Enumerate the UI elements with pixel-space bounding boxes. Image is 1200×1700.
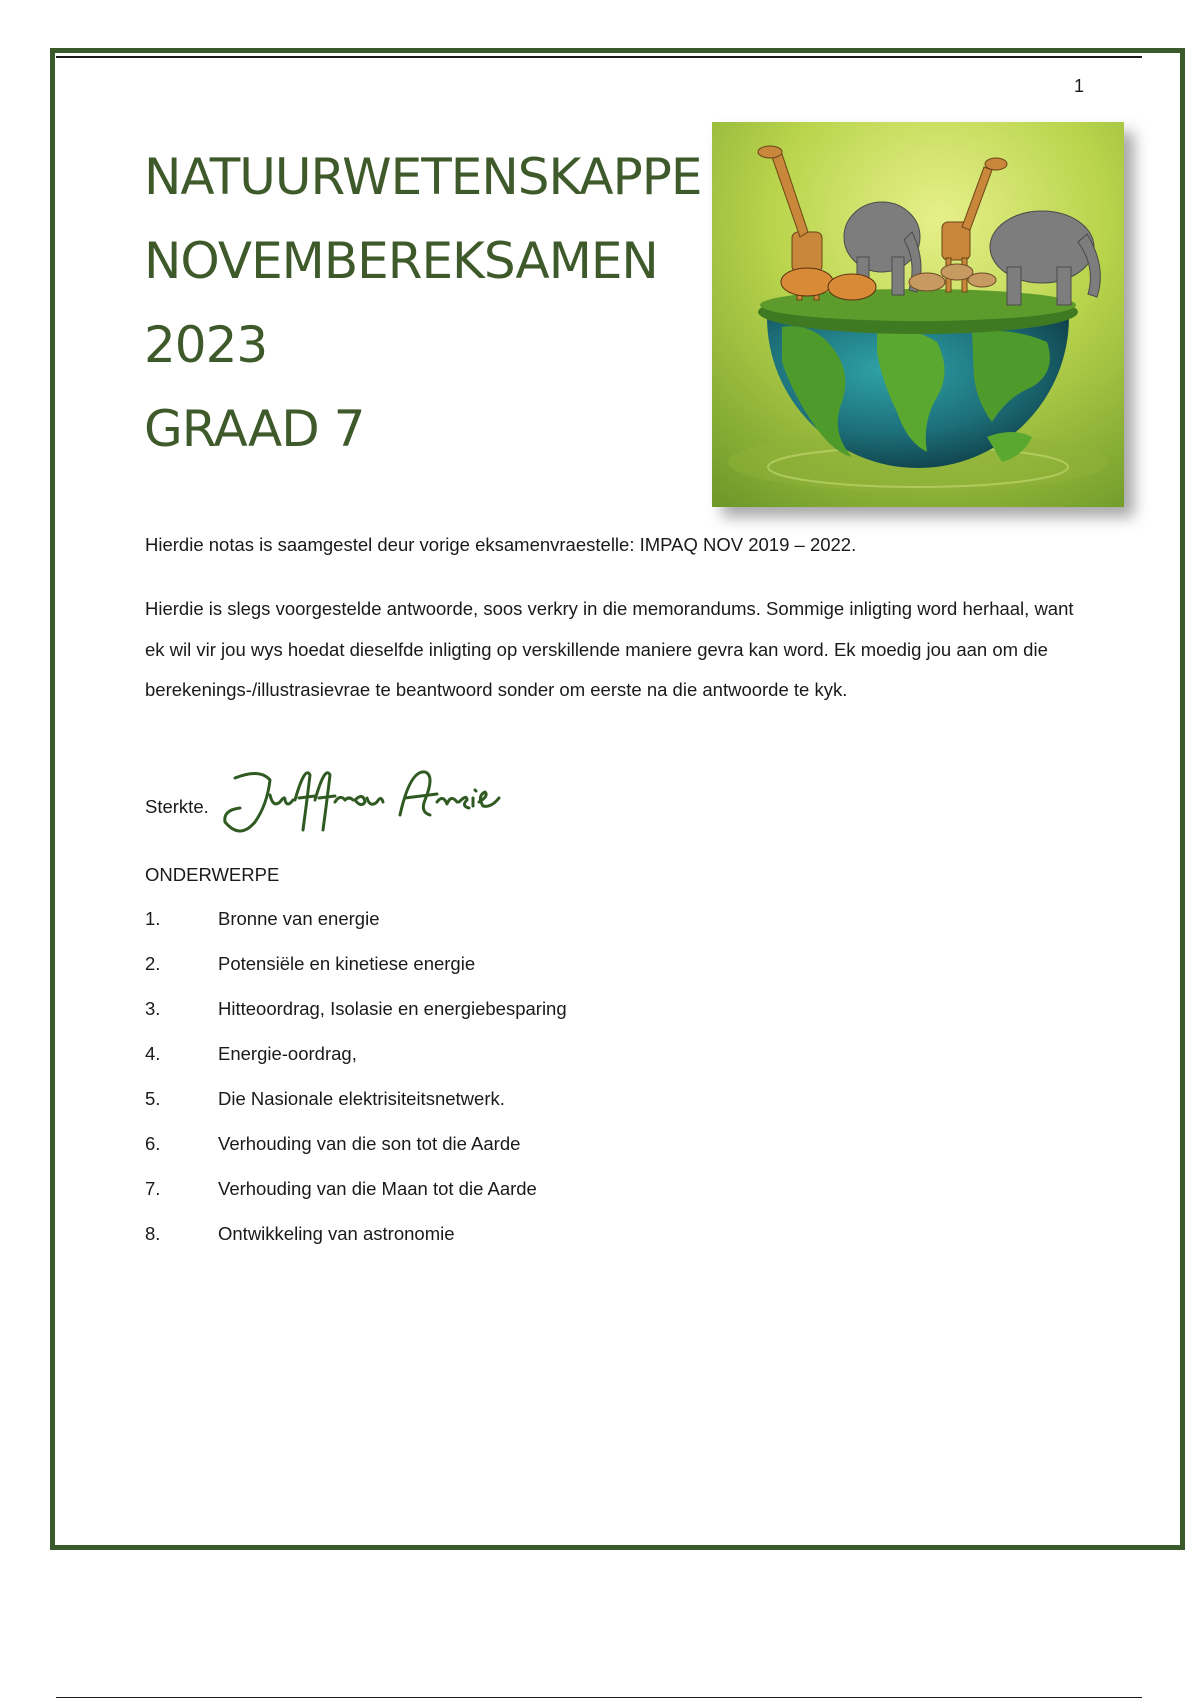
topic-label: Verhouding van die Maan tot die Aarde xyxy=(218,1178,537,1199)
topic-number: 2. xyxy=(145,953,161,974)
title-subject: NATUURWETENSKAPPE xyxy=(144,148,702,206)
list-item xyxy=(145,998,845,1043)
earth-animals-illustration xyxy=(712,122,1124,507)
page-number: 1 xyxy=(1074,76,1085,96)
topics-heading: ONDERWERPE xyxy=(145,864,280,885)
intro-line: Hierdie notas is saamgestel deur vorige eksamenvraestelle: IMPAQ NOV 2019 – 2022. xyxy=(145,534,857,555)
list-item xyxy=(145,1043,845,1088)
closing-label: Sterkte. xyxy=(145,796,209,817)
topic-label: Potensiële en kinetiese energie xyxy=(218,953,476,974)
topic-number: 8. xyxy=(145,1223,161,1244)
topic-label: Hitteoordrag, Isolasie en energiebesparing xyxy=(218,998,567,1019)
list-item xyxy=(145,1133,845,1178)
list-item xyxy=(145,908,845,953)
topic-list xyxy=(145,908,845,1268)
topic-label: Bronne van energie xyxy=(218,908,380,929)
topic-number: 3. xyxy=(145,998,161,1019)
list-item xyxy=(145,953,845,998)
list-item xyxy=(145,1223,845,1268)
topic-label: Verhouding van die son tot die Aarde xyxy=(218,1133,521,1154)
header-rule xyxy=(56,56,1142,58)
footer-rule xyxy=(56,1697,1142,1698)
topic-number: 6. xyxy=(145,1133,161,1154)
topic-number: 1. xyxy=(145,908,161,929)
topic-label: Die Nasionale elektrisiteitsnetwerk. xyxy=(218,1088,505,1109)
document-title xyxy=(144,135,704,471)
topic-label: Energie-oordrag, xyxy=(218,1043,357,1064)
list-item xyxy=(145,1178,845,1223)
intro-paragraph: Hierdie is slegs voorgestelde antwoorde, soos verkry in die memorandums. Sommige inligting word herhaal, want ek wil vir jou wys hoedat dieselfde inligting op verskillende maniere gevra kan word. Ek moedig jou aan om die berekenings-/illustrasievrae te beantwoord sonder om eerste na die antwoorde te kyk. xyxy=(145,598,1074,700)
title-year: 2023 xyxy=(144,316,268,374)
list-item xyxy=(145,1088,845,1133)
topic-number: 4. xyxy=(145,1043,161,1064)
title-grade: GRAAD 7 xyxy=(144,400,365,458)
signature-row xyxy=(145,760,645,840)
topic-label: Ontwikkeling van astronomie xyxy=(218,1223,455,1244)
handwritten-signature xyxy=(215,760,515,840)
topic-number: 5. xyxy=(145,1088,161,1109)
topic-number: 7. xyxy=(145,1178,161,1199)
cover-illustration xyxy=(712,122,1124,507)
title-exam: NOVEMBEREKSAMEN xyxy=(144,232,658,290)
